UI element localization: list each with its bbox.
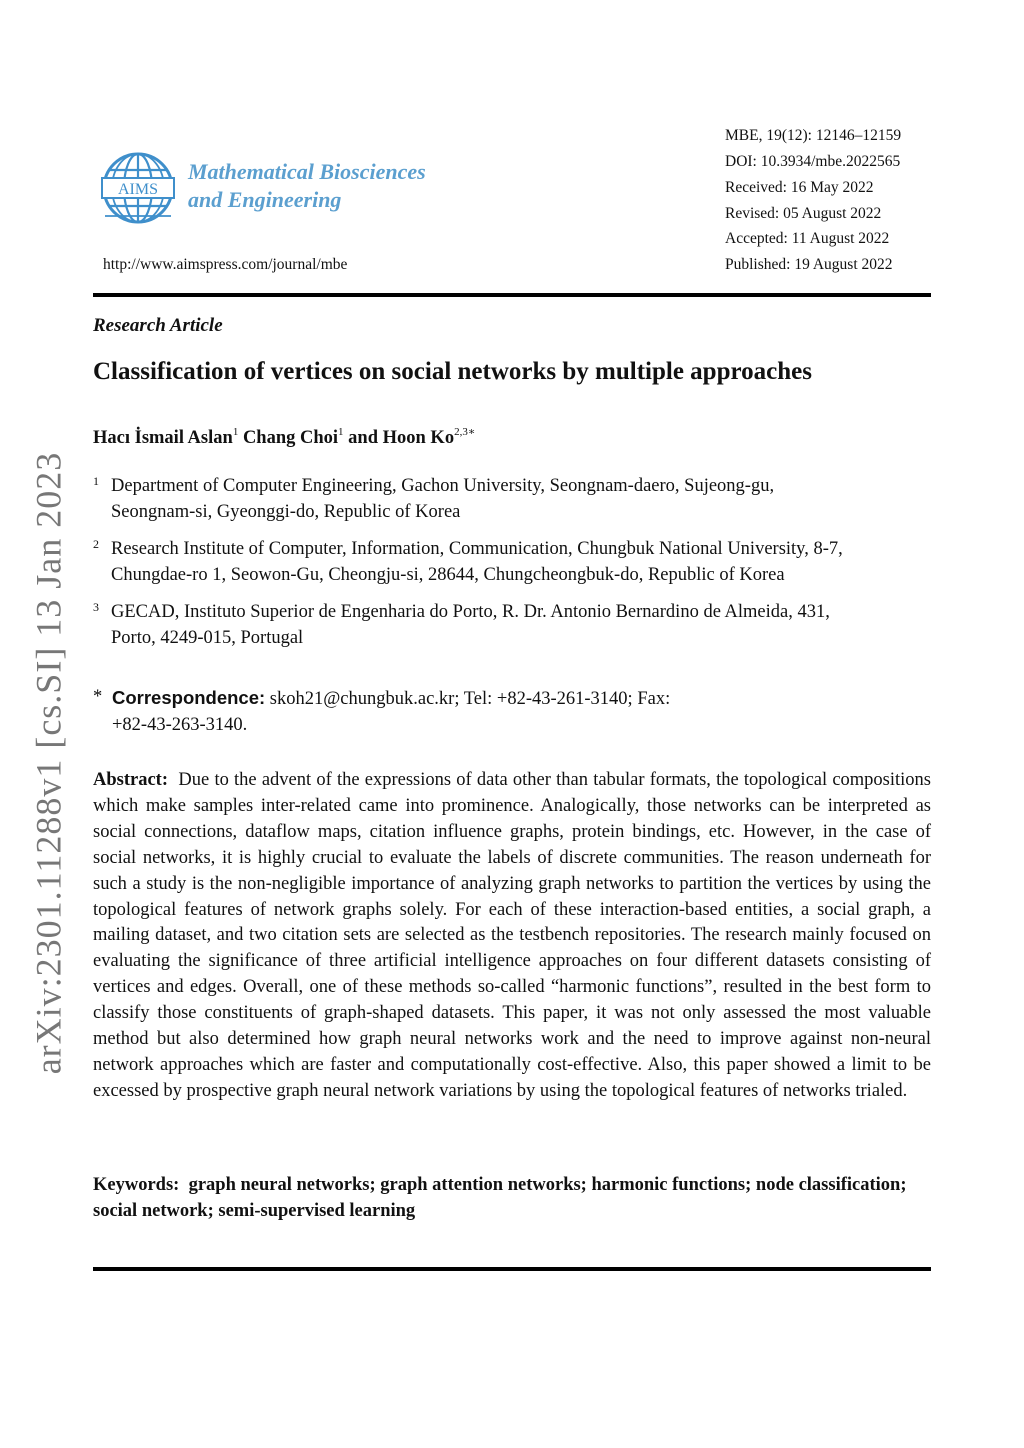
affiliation-2 xyxy=(93,537,931,588)
author-name: Hoon Ko xyxy=(382,428,455,448)
journal-url[interactable]: http://www.aimspress.com/journal/mbe xyxy=(103,256,348,273)
journal-name-line1: Mathematical Biosciences xyxy=(188,159,426,184)
abstract-text: Due to the advent of the expressions of data other than tabular formats, the topological compositions which make samples inter-related came into prominence. Analogically, those networks can be interpreted as social connections, dataflow maps, citation influence graphs, protein bindings, etc. However, in the case of social networks, it is highly crucial to evaluate the labels of discrete communities. The reason underneath for such a study is the non-negligible importance of analyzing graph networks to partition the vertices by using the topological features of network graphs solely. For each of these interaction-based entities, a social graph, a mailing dataset, and two citation sets are selected as the testbench repositories. The research mainly focused on evaluating the significance of three artificial intelligence approaches on four different datasets consisting of vertices and edges. Overall, one of these methods so-called “harmonic functions”, resulted in the best form to classify those constituents of graph-shaped datasets. This paper, it was not only assessed the most valuable method but also determined how graph neural networks work and the need to improve against non-neural network approaches which are faster and computationally cost-effective. Also, this paper showed a limit to be excessed by prospective graph neural network variations by using the topological features of networks trialed. xyxy=(93,770,932,1101)
affiliation-line: Research Institute of Computer, Information, Communication, Chungbuk National University, 8-7, xyxy=(111,539,843,559)
meta-citation: MBE, 19(12): 12146–12159 xyxy=(725,127,902,144)
correspondence-star: * xyxy=(93,687,103,707)
affiliation-line: Chungdae-ro 1, Seowon-Gu, Cheongju-si, 28644, Chungcheongbuk-do, Republic of Korea xyxy=(111,564,785,585)
meta-received: Received: 16 May 2022 xyxy=(725,179,874,196)
keywords-label: Keywords: xyxy=(93,1175,180,1195)
meta-revised: Revised: 05 August 2022 xyxy=(725,205,882,222)
arxiv-stamp-text: arXiv:2301.11288v1 [cs.SI] 13 Jan 2023 xyxy=(28,451,69,1075)
aims-logo-text: AIMS xyxy=(117,181,159,198)
meta-accepted: Accepted: 11 August 2022 xyxy=(725,230,890,247)
affiliation-line: Seongnam-si, Gyeonggi-do, Republic of Korea xyxy=(111,501,461,522)
author-name: Chang Choi xyxy=(242,428,339,448)
header-rule xyxy=(93,293,931,297)
affiliation-number: 2 xyxy=(93,537,99,551)
aims-globe-logo xyxy=(100,150,176,226)
affiliation-1 xyxy=(93,474,931,525)
author-affil-sup: 2,3∗ xyxy=(454,426,476,438)
correspondence-fax: +82-43-263-3140. xyxy=(112,714,248,735)
abstract xyxy=(93,768,931,1105)
affiliation-3 xyxy=(93,600,931,651)
affiliation-line: Porto, 4249-015, Portugal xyxy=(111,627,304,648)
affiliation-line: Department of Computer Engineering, Gachon University, Seongnam-daero, Sujeong-gu, xyxy=(111,476,775,496)
correspondence xyxy=(93,685,931,738)
affiliation-line: GECAD, Instituto Superior de Engenharia do Porto, R. Dr. Antonio Bernardino de Almeida, 431, xyxy=(111,602,830,622)
paper-title: Classification of vertices on social networks by multiple approaches xyxy=(93,358,812,385)
footer-rule xyxy=(93,1267,931,1271)
correspondence-contact[interactable]: skoh21@chungbuk.ac.kr; Tel: +82-43-261-3140; Fax: xyxy=(269,689,671,709)
article-type: Research Article xyxy=(93,315,223,336)
author-name: Hacı İsmail Aslan xyxy=(93,428,233,448)
author-affil-sup: 1 xyxy=(338,426,344,438)
author-prefix: and xyxy=(348,428,383,448)
meta-doi[interactable]: DOI: 10.3934/mbe.2022565 xyxy=(725,153,901,170)
author-affil-sup: 1 xyxy=(232,426,239,438)
affiliation-number: 3 xyxy=(93,600,99,614)
keywords-text: graph neural networks; graph attention networks; harmonic functions; node classification; social network; semi-supervised learning xyxy=(93,1175,907,1221)
journal-name-line2: and Engineering xyxy=(188,187,342,212)
author-list xyxy=(93,428,475,449)
affiliation-number: 1 xyxy=(93,474,99,488)
correspondence-label: Correspondence: xyxy=(112,687,266,708)
keywords xyxy=(93,1173,931,1224)
abstract-label: Abstract: xyxy=(93,770,169,790)
meta-published: Published: 19 August 2022 xyxy=(725,256,893,273)
arxiv-stamp xyxy=(23,451,73,1075)
